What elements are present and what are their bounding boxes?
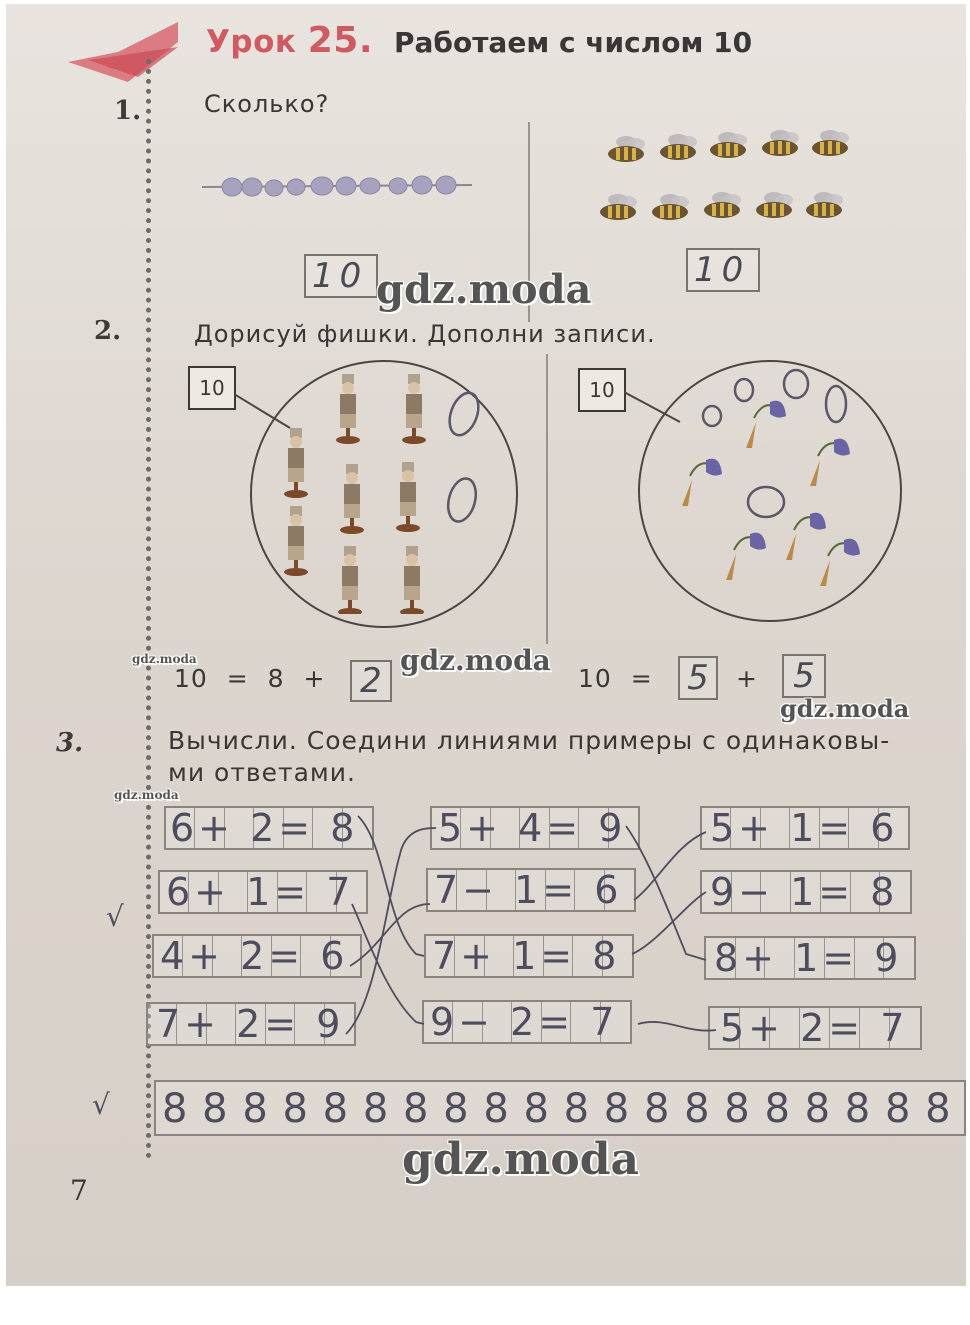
line-c1r4-c2r1: [346, 828, 436, 1034]
bees-answer: 10: [694, 250, 750, 290]
example-c3-r2[interactable]: 9− 1= 8: [710, 870, 899, 914]
task-3-number: 3.: [56, 728, 84, 758]
left-eq-total: 10: [174, 664, 208, 693]
watermark-5: gdz.moda: [114, 788, 179, 802]
lesson-title: Работаем с числом 10: [394, 26, 753, 59]
line-c1r3-c2r2: [350, 904, 430, 966]
task-2-prompt: Дорисуй фишки. Дополни записи.: [194, 320, 656, 348]
right-eq-plus: +: [736, 664, 758, 693]
right-eq-a: 5: [687, 658, 709, 698]
lesson-label: Урок: [206, 24, 297, 60]
check-mark-2: √: [92, 1088, 110, 1121]
example-c3-r4[interactable]: 5+ 2= 7: [720, 1006, 909, 1050]
right-count-box: 10: [578, 368, 626, 412]
eights-row[interactable]: 8 8 8 8 8 8 8 8 8 8 8 8 8 8 8 8 8 8 8 8: [162, 1086, 952, 1132]
example-c1-r3[interactable]: 4+ 2= 6: [160, 934, 349, 978]
example-c3-r1[interactable]: 5+ 1= 6: [710, 806, 899, 850]
left-eq-answer: 2: [360, 661, 382, 701]
example-c2-r2[interactable]: 7− 1= 6: [434, 868, 623, 912]
example-c3-r3[interactable]: 8+ 1= 9: [714, 936, 903, 980]
page-number: 7: [70, 1174, 88, 1207]
lesson-number: 25.: [307, 20, 374, 61]
example-c1-r4[interactable]: 7+ 2= 9: [156, 1002, 345, 1046]
watermark-6: gdz.moda: [402, 1134, 640, 1185]
line-c2r2-c3r1: [634, 832, 706, 900]
beads-answer: 10: [312, 256, 368, 296]
watermark-3: gdz.moda: [132, 652, 197, 666]
task-1-number: 1.: [114, 96, 142, 126]
right-eq-total: 10: [578, 664, 612, 693]
example-c1-r2[interactable]: 6+ 1= 7: [166, 870, 355, 914]
right-eq-sign: =: [630, 664, 653, 693]
check-mark-1: √: [106, 900, 124, 933]
task-1-prompt: Сколько?: [204, 90, 330, 118]
line-c2r1-c3r3: [626, 826, 706, 960]
left-count-box: 10: [188, 366, 236, 410]
workbook-page: [6, 4, 966, 1286]
watermark-1: gdz.moda: [376, 266, 592, 313]
task-2-number: 2.: [94, 316, 122, 346]
task-3-prompt-line1: Вычисли. Соедини линиями примеры с одинаковы-: [168, 726, 891, 755]
watermark-4: gdz.moda: [780, 694, 910, 723]
example-c2-r1[interactable]: 5+ 4= 9: [438, 806, 627, 850]
line-c2r3-c3r2: [632, 892, 706, 954]
left-eq-plus: +: [303, 664, 326, 693]
left-eq-a: 8: [267, 664, 285, 693]
watermark-2: gdz.moda: [400, 644, 551, 677]
example-c2-r3[interactable]: 7+ 1= 8: [432, 934, 621, 978]
right-eq-answer: 5: [793, 656, 815, 696]
line-c2r4-c3r4: [638, 1022, 716, 1031]
task-3-prompt-line2: ми ответами.: [168, 758, 356, 787]
left-eq-sign: =: [226, 664, 249, 693]
example-c1-r1[interactable]: 6+ 2= 8: [170, 806, 359, 850]
connecting-lines: [6, 4, 966, 1104]
line-c1r1-c2r3: [358, 816, 424, 956]
example-c2-r4[interactable]: 9− 2= 7: [430, 1000, 619, 1044]
